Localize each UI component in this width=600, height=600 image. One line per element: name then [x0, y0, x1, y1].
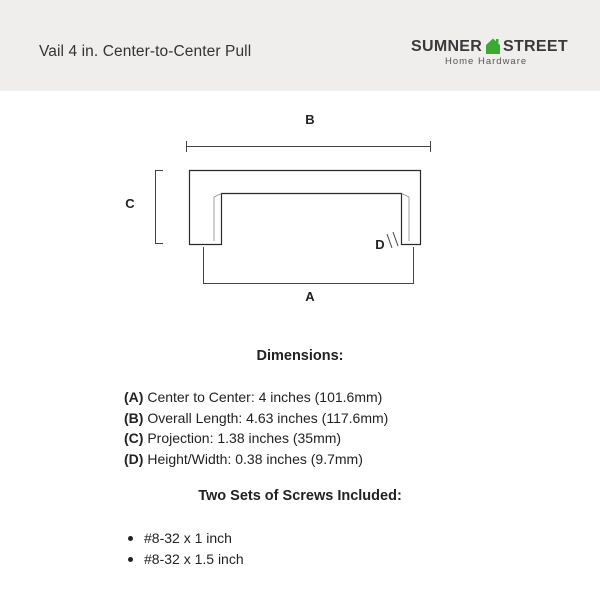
- dimension-text: Projection: 1.38 inches (35mm): [147, 430, 342, 446]
- dimension-key: (A): [124, 389, 144, 405]
- dimension-c-bracket: [155, 170, 163, 244]
- screws-list: [124, 528, 244, 570]
- dimension-text: Center to Center: 4 inches (101.6mm): [147, 389, 383, 405]
- dimension-item-a: [124, 387, 388, 408]
- screws-heading: Two Sets of Screws Included:: [198, 488, 402, 504]
- logo-word-sumner: SUMNER: [411, 38, 483, 55]
- dimension-label-a: A: [305, 289, 315, 304]
- dimensions-heading: Dimensions:: [256, 348, 344, 364]
- house-icon-chimney: [496, 39, 499, 43]
- header-banner: [0, 0, 600, 91]
- house-icon: [485, 38, 501, 54]
- dimension-item-b: [124, 408, 388, 429]
- dimension-label-b: B: [305, 112, 315, 127]
- logo-word-street: STREET: [503, 38, 568, 55]
- dimension-d-marker: [387, 232, 398, 248]
- brand-logo: [411, 38, 571, 74]
- logo-subtitle: Home Hardware: [445, 56, 528, 67]
- dimension-a-bracket: [203, 247, 414, 284]
- bullet-icon: [128, 557, 133, 562]
- dimension-item-d: [124, 449, 388, 470]
- dimension-text: Height/Width: 0.38 inches (9.7mm): [147, 450, 363, 467]
- screw-item: [124, 528, 244, 549]
- product-title: Vail 4 in. Center-to-Center Pull: [39, 43, 252, 60]
- bullet-icon: [128, 536, 133, 541]
- diagram-svg: [0, 91, 600, 321]
- dimensions-list: [124, 387, 388, 469]
- screw-text: #8-32 x 1.5 inch: [144, 551, 244, 567]
- pull-outline: [190, 171, 421, 245]
- screw-item: [124, 549, 244, 570]
- dimension-key: (D): [124, 450, 144, 467]
- dimension-text: Overall Length: 4.63 inches (117.6mm): [147, 409, 389, 426]
- pull-dimension-diagram: [0, 91, 600, 321]
- dimension-item-c: [124, 428, 388, 449]
- dimension-key: (C): [124, 430, 144, 446]
- dimension-b-bracket: [186, 141, 431, 152]
- screw-text: #8-32 x 1 inch: [144, 530, 232, 546]
- dimension-key: (B): [124, 409, 144, 426]
- dimension-label-d: D: [375, 237, 385, 252]
- dimension-label-c: C: [125, 196, 135, 211]
- pull-bevel-lines: [214, 194, 409, 242]
